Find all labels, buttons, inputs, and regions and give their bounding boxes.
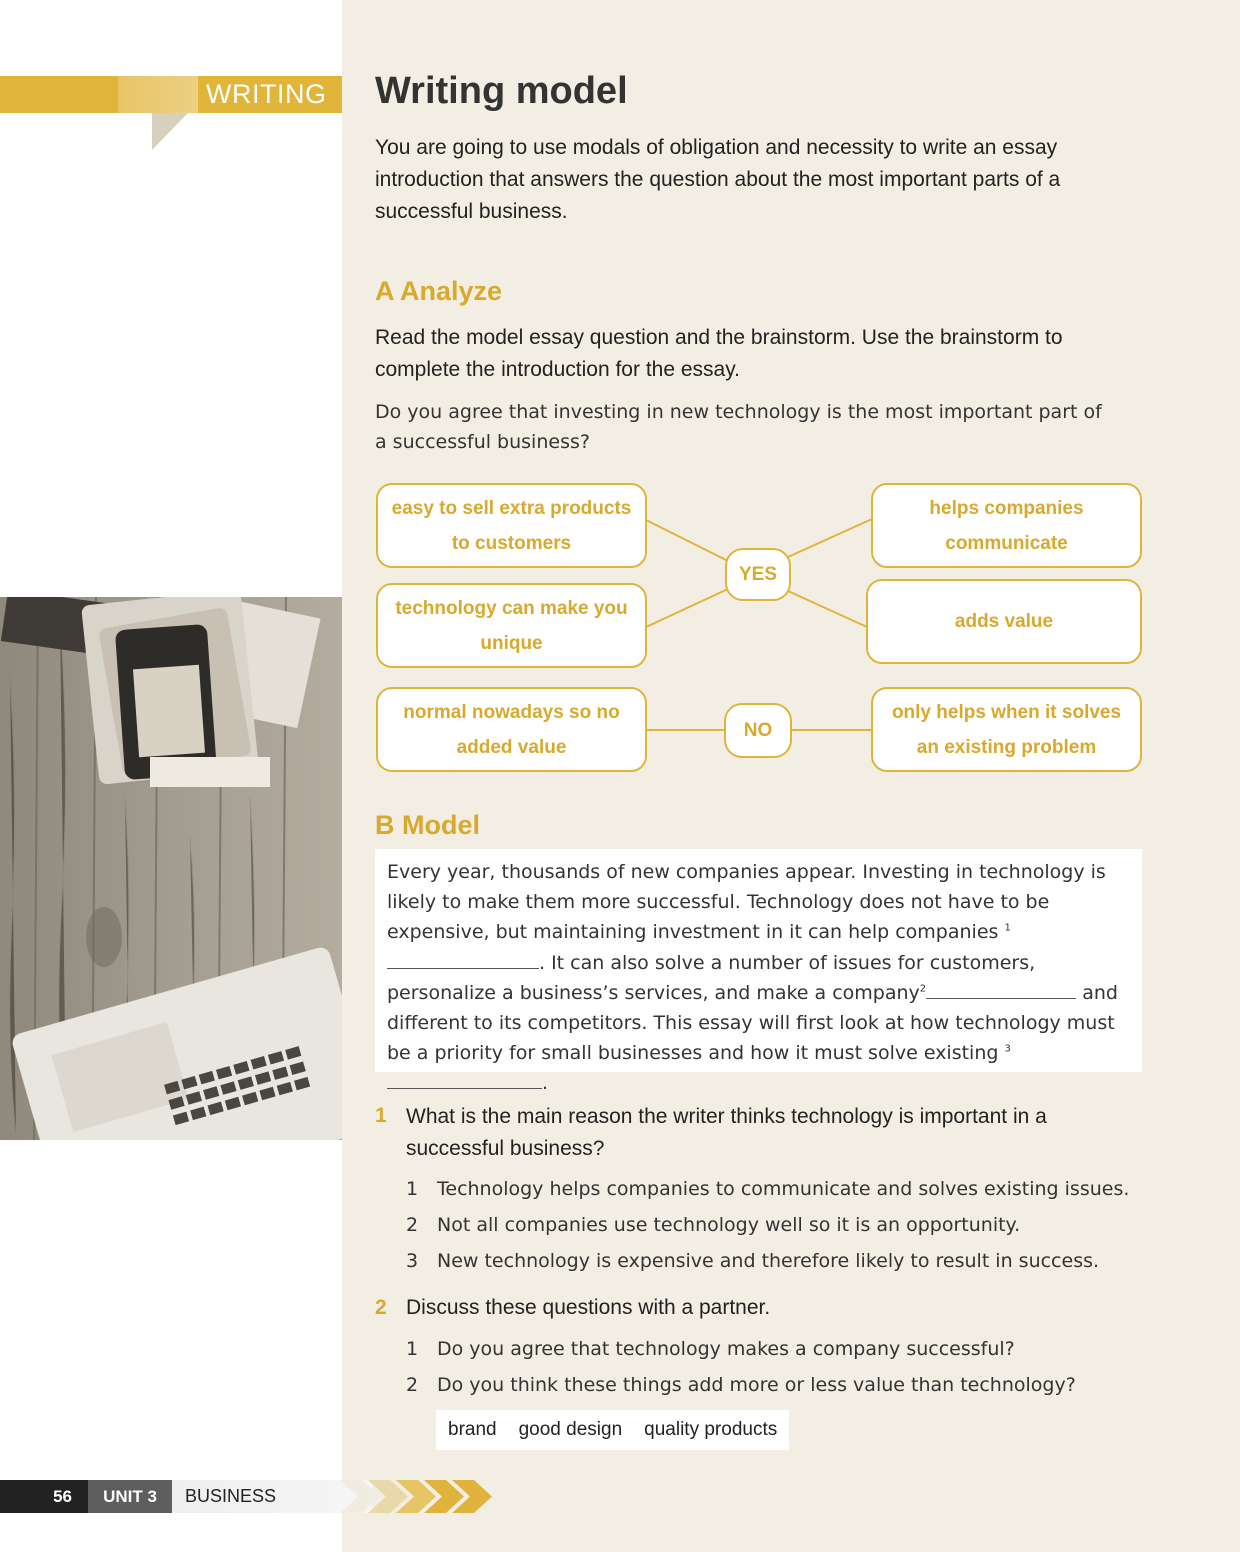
banner-tail <box>152 113 188 150</box>
option-number: 3 <box>406 1250 419 1272</box>
section-a-heading: A Analyze <box>375 276 503 306</box>
answer-option[interactable] <box>406 1178 1129 1200</box>
gap-number: 2 <box>919 983 927 995</box>
intro-text: You are going to use modals of obligation and necessity to write an essay introduction that answers the question about the most important parts of a successful business. <box>375 136 1061 223</box>
desk-photo <box>0 597 342 1140</box>
section-label: WRITING <box>206 79 327 109</box>
question-text: Discuss these questions with a partner. <box>406 1296 771 1319</box>
desk-photo-illustration <box>0 597 342 1140</box>
brainstorm-node-yes-right-1: helps companies communicate <box>871 483 1142 568</box>
option-text: Technology helps companies to communicate and solves existing issues. <box>437 1178 1130 1200</box>
unit-title: BUSINESS <box>172 1480 372 1513</box>
brainstorm-hub-yes: YES <box>725 548 791 601</box>
question-number: 1 <box>375 1104 387 1127</box>
question-number: 2 <box>375 1296 387 1319</box>
model-text: and different to its competitors. This essay will first look at how technology must be a priority for small businesses and how it must solve existing <box>387 981 1118 1065</box>
brainstorm-node-yes-left-2: technology can make you unique <box>376 583 647 668</box>
chevron-arrows-icon <box>340 1480 496 1513</box>
word-box-item: brand <box>448 1419 497 1440</box>
brainstorm-node-no-left: normal nowadays so no added value <box>376 687 647 772</box>
brainstorm-node-yes-left-1: easy to sell extra products to customers <box>376 483 647 568</box>
gap-blank-3[interactable] <box>387 1069 542 1089</box>
option-number: 2 <box>406 1214 419 1236</box>
model-text: . It can also solve a number of issues for customers, personalize a business’s services, and make a company <box>387 951 1036 1004</box>
discussion-item <box>406 1374 1076 1396</box>
brainstorm-node-yes-right-2: adds value <box>866 579 1142 664</box>
discussion-item <box>406 1338 1015 1360</box>
answer-option[interactable] <box>406 1250 1099 1272</box>
option-number: 1 <box>406 1178 419 1200</box>
item-text: Do you think these things add more or less value than technology? <box>437 1374 1076 1396</box>
page-footer <box>0 1480 500 1513</box>
brainstorm-hub-no: NO <box>724 703 792 758</box>
essay-question: Do you agree that investing in new technology is the most important part of a successful business? <box>375 401 1102 453</box>
brainstorm-node-no-right: only helps when it solves an existing problem <box>871 687 1142 772</box>
model-text: . <box>542 1072 549 1095</box>
item-text: Do you agree that technology makes a company successful? <box>437 1338 1015 1360</box>
gap-blank-1[interactable] <box>387 949 539 969</box>
item-number: 2 <box>406 1374 419 1396</box>
gap-number: 3 <box>1004 1043 1011 1055</box>
word-box-item: good design <box>518 1419 623 1440</box>
option-text: Not all companies use technology well so it is an opportunity. <box>437 1214 1021 1236</box>
model-text: Every year, thousands of new companies appear. Investing in technology is likely to make them more successful. Technology does not have to be expensive, but maintaining investment in it can help companies <box>387 861 1106 944</box>
question-text: What is the main reason the writer thinks technology is important in a successful business? <box>406 1105 1047 1160</box>
gap-number: 1 <box>1004 923 1011 935</box>
page-title: Writing model <box>375 70 628 112</box>
unit-label: UNIT 3 <box>88 1480 172 1513</box>
model-paragraph <box>375 849 1142 1095</box>
option-text: New technology is expensive and therefore likely to result in success. <box>437 1250 1100 1272</box>
banner-fold <box>118 76 198 113</box>
item-number: 1 <box>406 1338 419 1360</box>
section-b-heading: B Model <box>375 810 480 840</box>
word-box-item: quality products <box>644 1419 778 1440</box>
word-box <box>436 1410 789 1450</box>
answer-option[interactable] <box>406 1214 1020 1236</box>
gap-blank-2[interactable] <box>926 979 1076 999</box>
page-number: 56 <box>0 1480 88 1513</box>
section-a-instruction: Read the model essay question and the brainstorm. Use the brainstorm to complete the introduction for the essay. <box>375 326 1063 381</box>
